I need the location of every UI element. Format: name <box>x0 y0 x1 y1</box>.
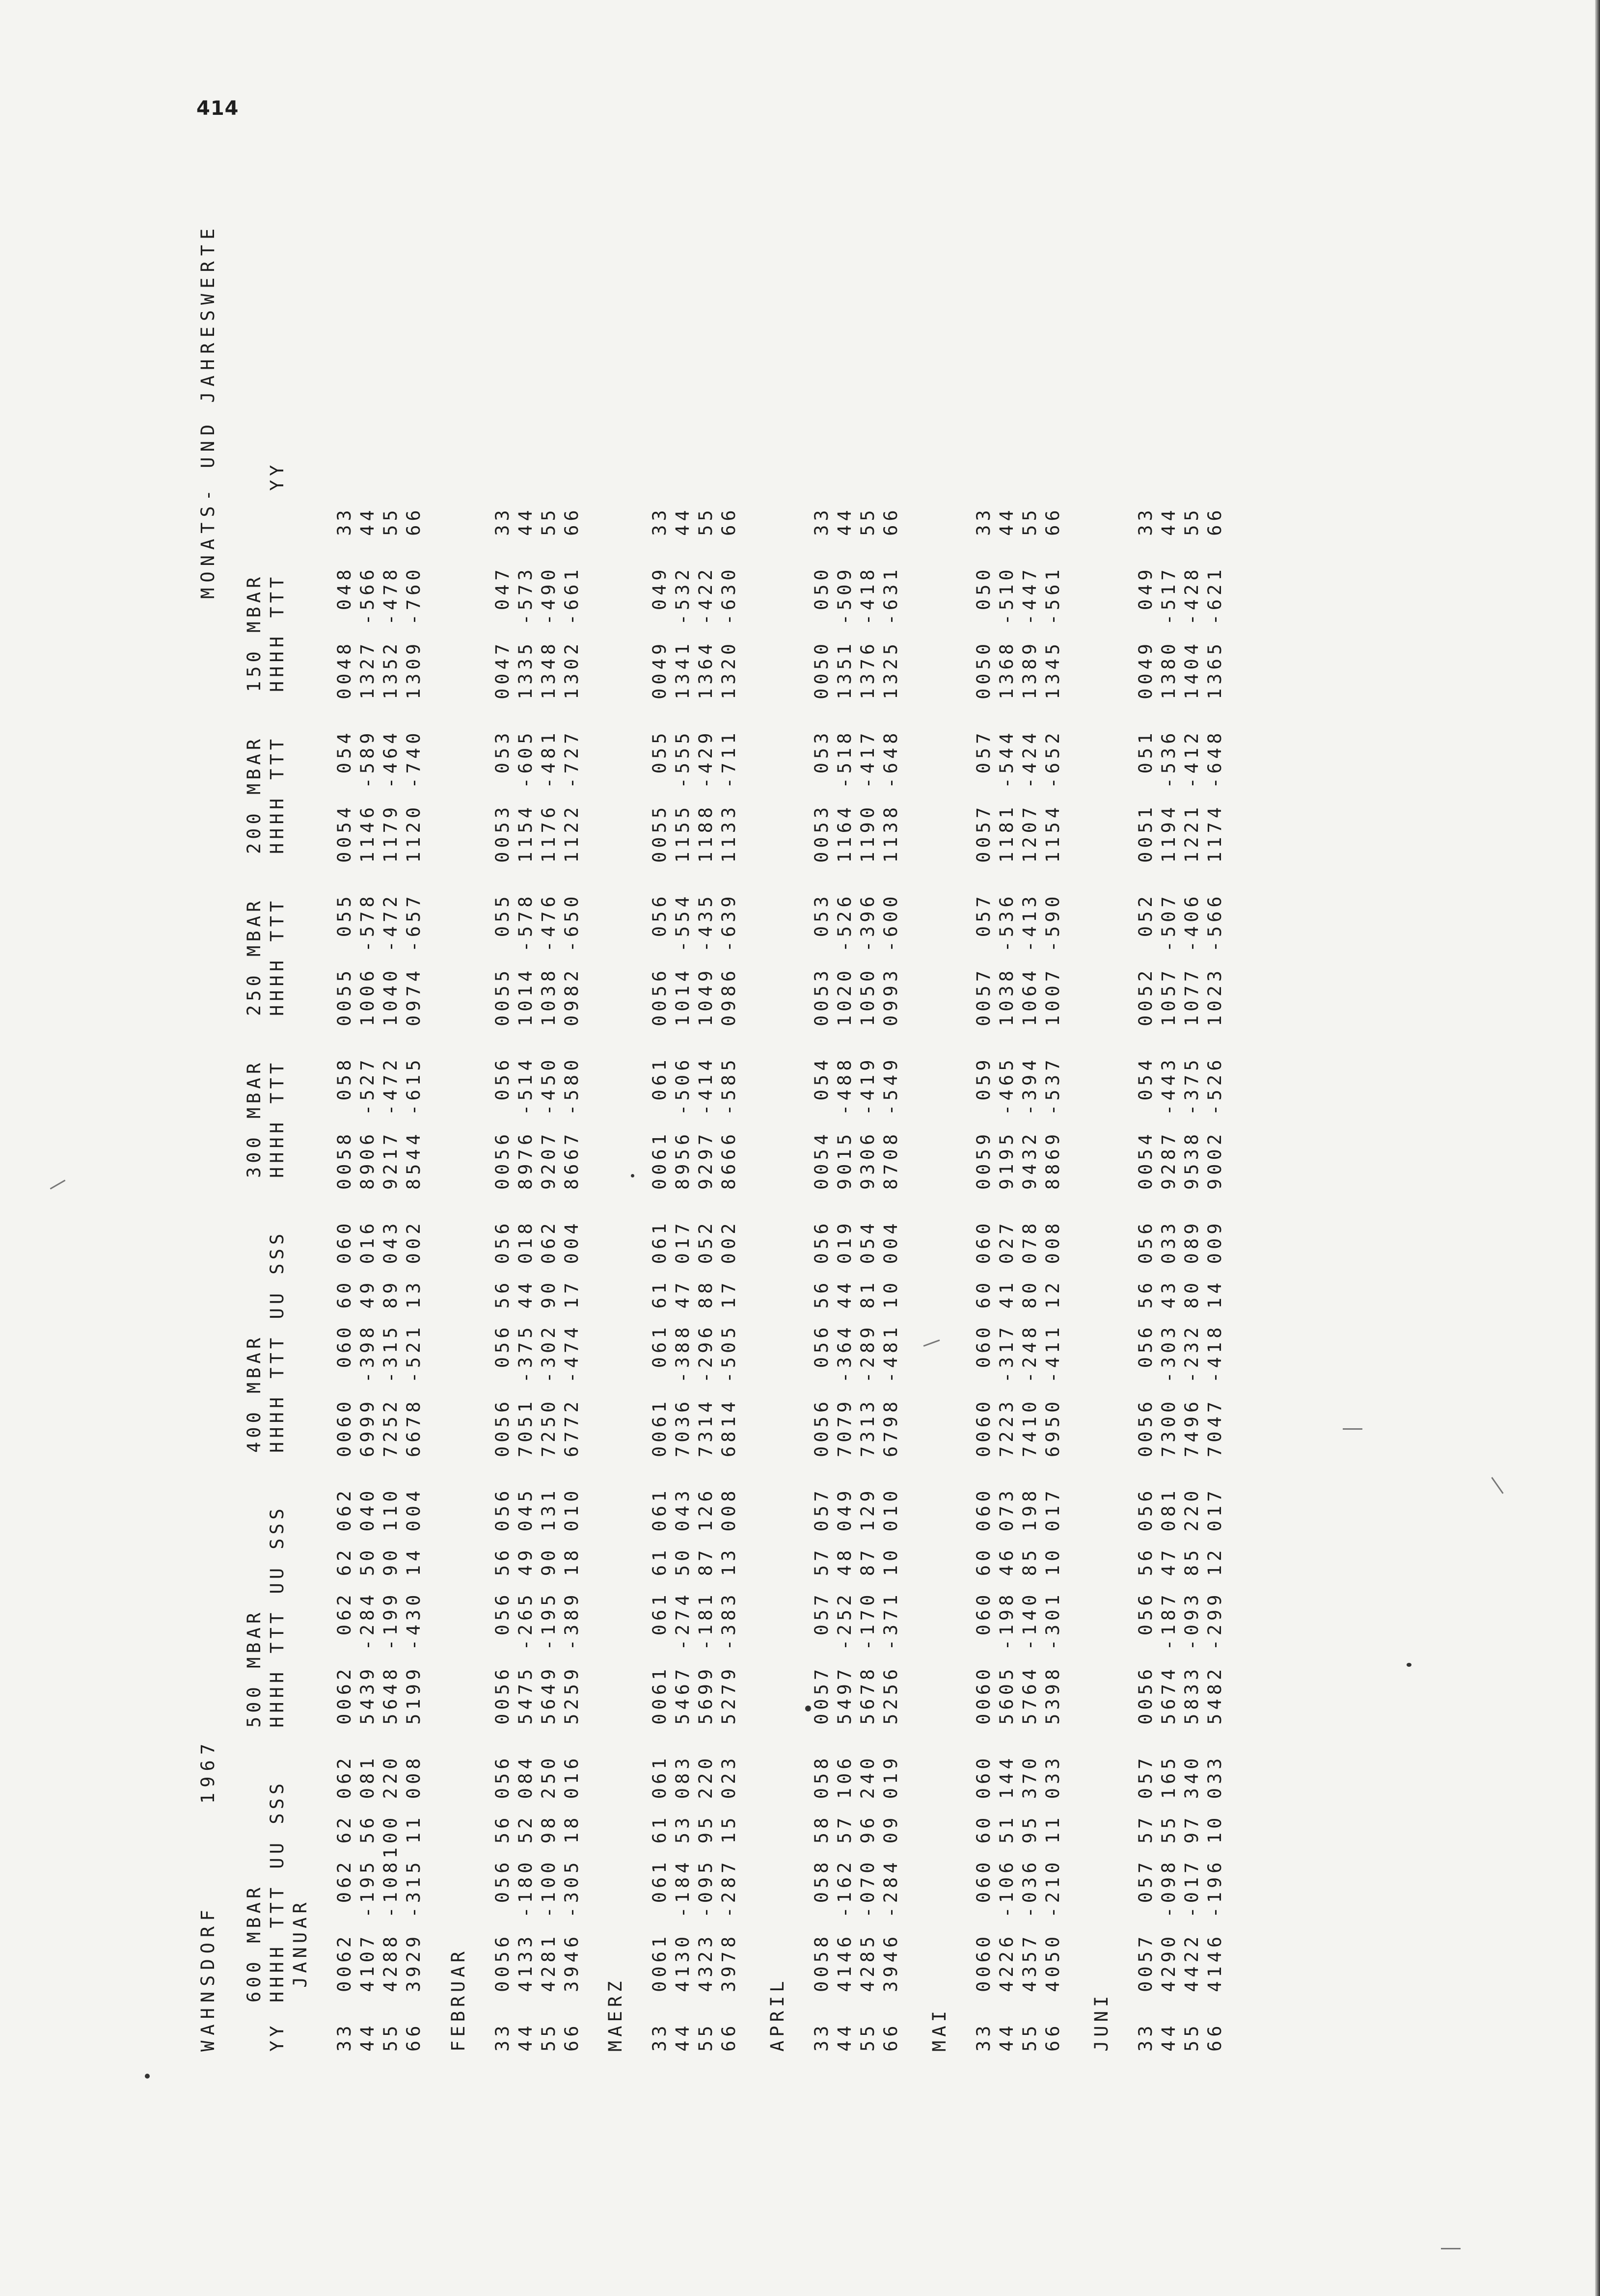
month-name: MAI <box>929 2007 950 2052</box>
table-row: 55 4422 -017 97 340 5833 -093 85 220 7496 -232 80 089 9538 -375 1077 -406 1221 -412 1404 -428 55 <box>1181 506 1202 2052</box>
scan-speck <box>1407 1663 1411 1667</box>
table-row: 44 4133 -180 52 084 5475 -265 49 045 7051 -375 44 018 8976 -514 1014 -578 1154 -605 1335 -573 44 <box>515 506 536 2052</box>
table-row: 55 4357 -036 95 370 5764 -140 85 198 7410 -248 80 078 9432 -394 1064 -413 1207 -424 1389 -447 55 <box>1019 506 1040 2052</box>
month-block-april <box>766 236 913 2052</box>
table-row: 44 4130 -184 53 083 5467 -274 50 043 7036 -388 47 017 8956 -506 1014 -554 1155 -555 1341 -532 44 <box>672 506 693 2052</box>
scan-mark <box>1343 1428 1362 1430</box>
table-row: 55 4281 -100 98 250 5649 -195 90 131 7250 -302 90 062 9207 -450 1038 -476 1176 -481 1348 -490 55 <box>538 506 559 2052</box>
table-row: 66 3929 -315 11 008 5199 -430 14 004 6678 -521 13 002 8544 -615 0974 -657 1120 -740 1309 -760 66 <box>403 506 424 2052</box>
table-row: 66 3946 -284 09 019 5256 -371 10 010 6798 -481 10 004 8708 -549 0993 -600 1138 -648 1325 -631 66 <box>880 506 901 2052</box>
col-codes-500: HHHH TTT UU SSS <box>267 1504 288 1728</box>
month-name: APRIL <box>767 1977 788 2052</box>
scan-mark <box>50 1179 66 1189</box>
level-label-200: 200 MBAR <box>244 735 265 854</box>
col-codes-400: HHHH TTT UU SSS <box>267 1229 288 1453</box>
table-row: 33 0058 058 58 058 0057 057 57 057 0056 056 56 056 0054 054 0053 053 0053 053 0050 050 33 <box>811 506 832 2052</box>
page-number: 414 <box>196 97 239 120</box>
col-codes-150: HHHH TTT <box>267 573 288 692</box>
table-row: 66 3946 -305 18 016 5259 -389 18 010 6772 -474 17 004 8667 -580 0982 -650 1122 -727 1302 -661 66 <box>561 506 582 2052</box>
month-name: MAERZ <box>605 1977 626 2052</box>
page-edge <box>1595 0 1600 2296</box>
table-row: 33 0062 062 62 062 0062 062 62 062 0060 060 60 060 0058 058 0055 055 0054 054 0048 048 33 <box>334 506 355 2052</box>
year: 1967 <box>197 1738 218 1804</box>
table-row: 66 3978 -287 15 023 5279 -383 13 008 6814 -505 17 002 8666 -585 0986 -639 1133 -711 1320 -630 66 <box>718 506 739 2052</box>
level-label-150: 150 MBAR <box>244 573 265 692</box>
month-block-juni <box>1090 236 1237 2052</box>
level-label-500: 500 MBAR <box>244 1608 265 1728</box>
rotated-data-table <box>196 187 1301 2052</box>
table-row: 55 4323 -095 95 220 5699 -181 87 126 7314 -296 88 052 9297 -414 1049 -435 1188 -429 1364 -422 55 <box>695 506 716 2052</box>
table-row: 33 0056 056 56 056 0056 056 56 056 0056 056 56 056 0056 056 0055 055 0053 053 0047 047 33 <box>492 506 513 2052</box>
col-yy-end: YY <box>267 461 288 491</box>
table-row: 33 0061 061 61 061 0061 061 61 061 0061 061 61 061 0061 061 0056 056 0055 055 0049 049 33 <box>649 506 670 2052</box>
table-row: 33 0057 057 57 057 0056 056 56 056 0056 056 56 056 0054 054 0052 052 0051 051 0049 049 33 <box>1135 506 1156 2052</box>
table-row: 55 4288 -108100 220 5648 -199 90 110 7252 -315 89 043 9217 -472 1040 -472 1179 -464 1352 -478 55 <box>380 506 401 2052</box>
level-label-250: 250 MBAR <box>244 897 265 1016</box>
scan-speck <box>145 2074 150 2079</box>
table-row: 66 4050 -210 11 033 5398 -301 10 017 6950 -411 12 008 8869 -537 1007 -590 1154 -652 1345 -561 66 <box>1042 506 1063 2052</box>
scan-mark <box>1441 2248 1461 2249</box>
col-codes-250: HHHH TTT <box>267 897 288 1016</box>
month-block-mai <box>928 236 1075 2052</box>
col-codes-600: HHHH TTT UU SSS <box>267 1779 288 2002</box>
month-block-januar <box>289 236 436 2052</box>
scan-speck <box>631 1174 634 1177</box>
table-row: 33 0060 060 60 060 0060 060 60 060 0060 060 60 060 0059 059 0057 057 0057 057 0050 050 33 <box>973 506 994 2052</box>
col-codes-200: HHHH TTT <box>267 735 288 854</box>
table-row: 44 4226 -106 51 144 5605 -198 46 073 7223 -317 41 027 9195 -465 1038 -536 1181 -544 1368 -510 44 <box>996 506 1017 2052</box>
col-yy: YY <box>267 2022 288 2052</box>
scan-speck <box>805 1706 811 1711</box>
scan-mark <box>1491 1477 1503 1494</box>
table-row: 44 4146 -162 57 106 5497 -252 48 049 7079 -364 44 019 9015 -488 1020 -526 1164 -518 1351 -509 44 <box>834 506 855 2052</box>
table-row: 44 4290 -098 55 165 5674 -187 47 081 7300 -303 43 033 9287 -443 1057 -507 1194 -536 1380 -517 44 <box>1158 506 1179 2052</box>
table-row: 66 4146 -196 10 033 5482 -299 12 017 7047 -418 14 009 9002 -526 1023 -566 1174 -648 1365 -621 66 <box>1204 506 1225 2052</box>
month-name: FEBRUAR <box>448 1948 469 2052</box>
level-label-300: 300 MBAR <box>244 1059 265 1178</box>
station-name: WAHNSDORF <box>197 1904 218 2052</box>
month-name: JANUAR <box>290 1898 311 1988</box>
level-label-400: 400 MBAR <box>244 1334 265 1453</box>
table-title: MONATS- UND JAHRESWERTE <box>197 223 218 599</box>
table-row: 55 4285 -070 96 240 5678 -170 87 129 7313 -289 81 054 9306 -419 1050 -396 1190 -417 1376 -418 55 <box>857 506 878 2052</box>
level-label-600: 600 MBAR <box>244 1883 265 2002</box>
table-row: 44 4107 -195 56 081 5439 -284 50 040 6999 -398 49 016 8906 -527 1006 -578 1146 -589 1327 -566 44 <box>357 506 378 2052</box>
month-block-maerz <box>604 236 751 2052</box>
month-block-februar <box>447 236 594 2052</box>
month-name: JUNI <box>1091 1992 1112 2052</box>
col-codes-300: HHHH TTT <box>267 1059 288 1178</box>
